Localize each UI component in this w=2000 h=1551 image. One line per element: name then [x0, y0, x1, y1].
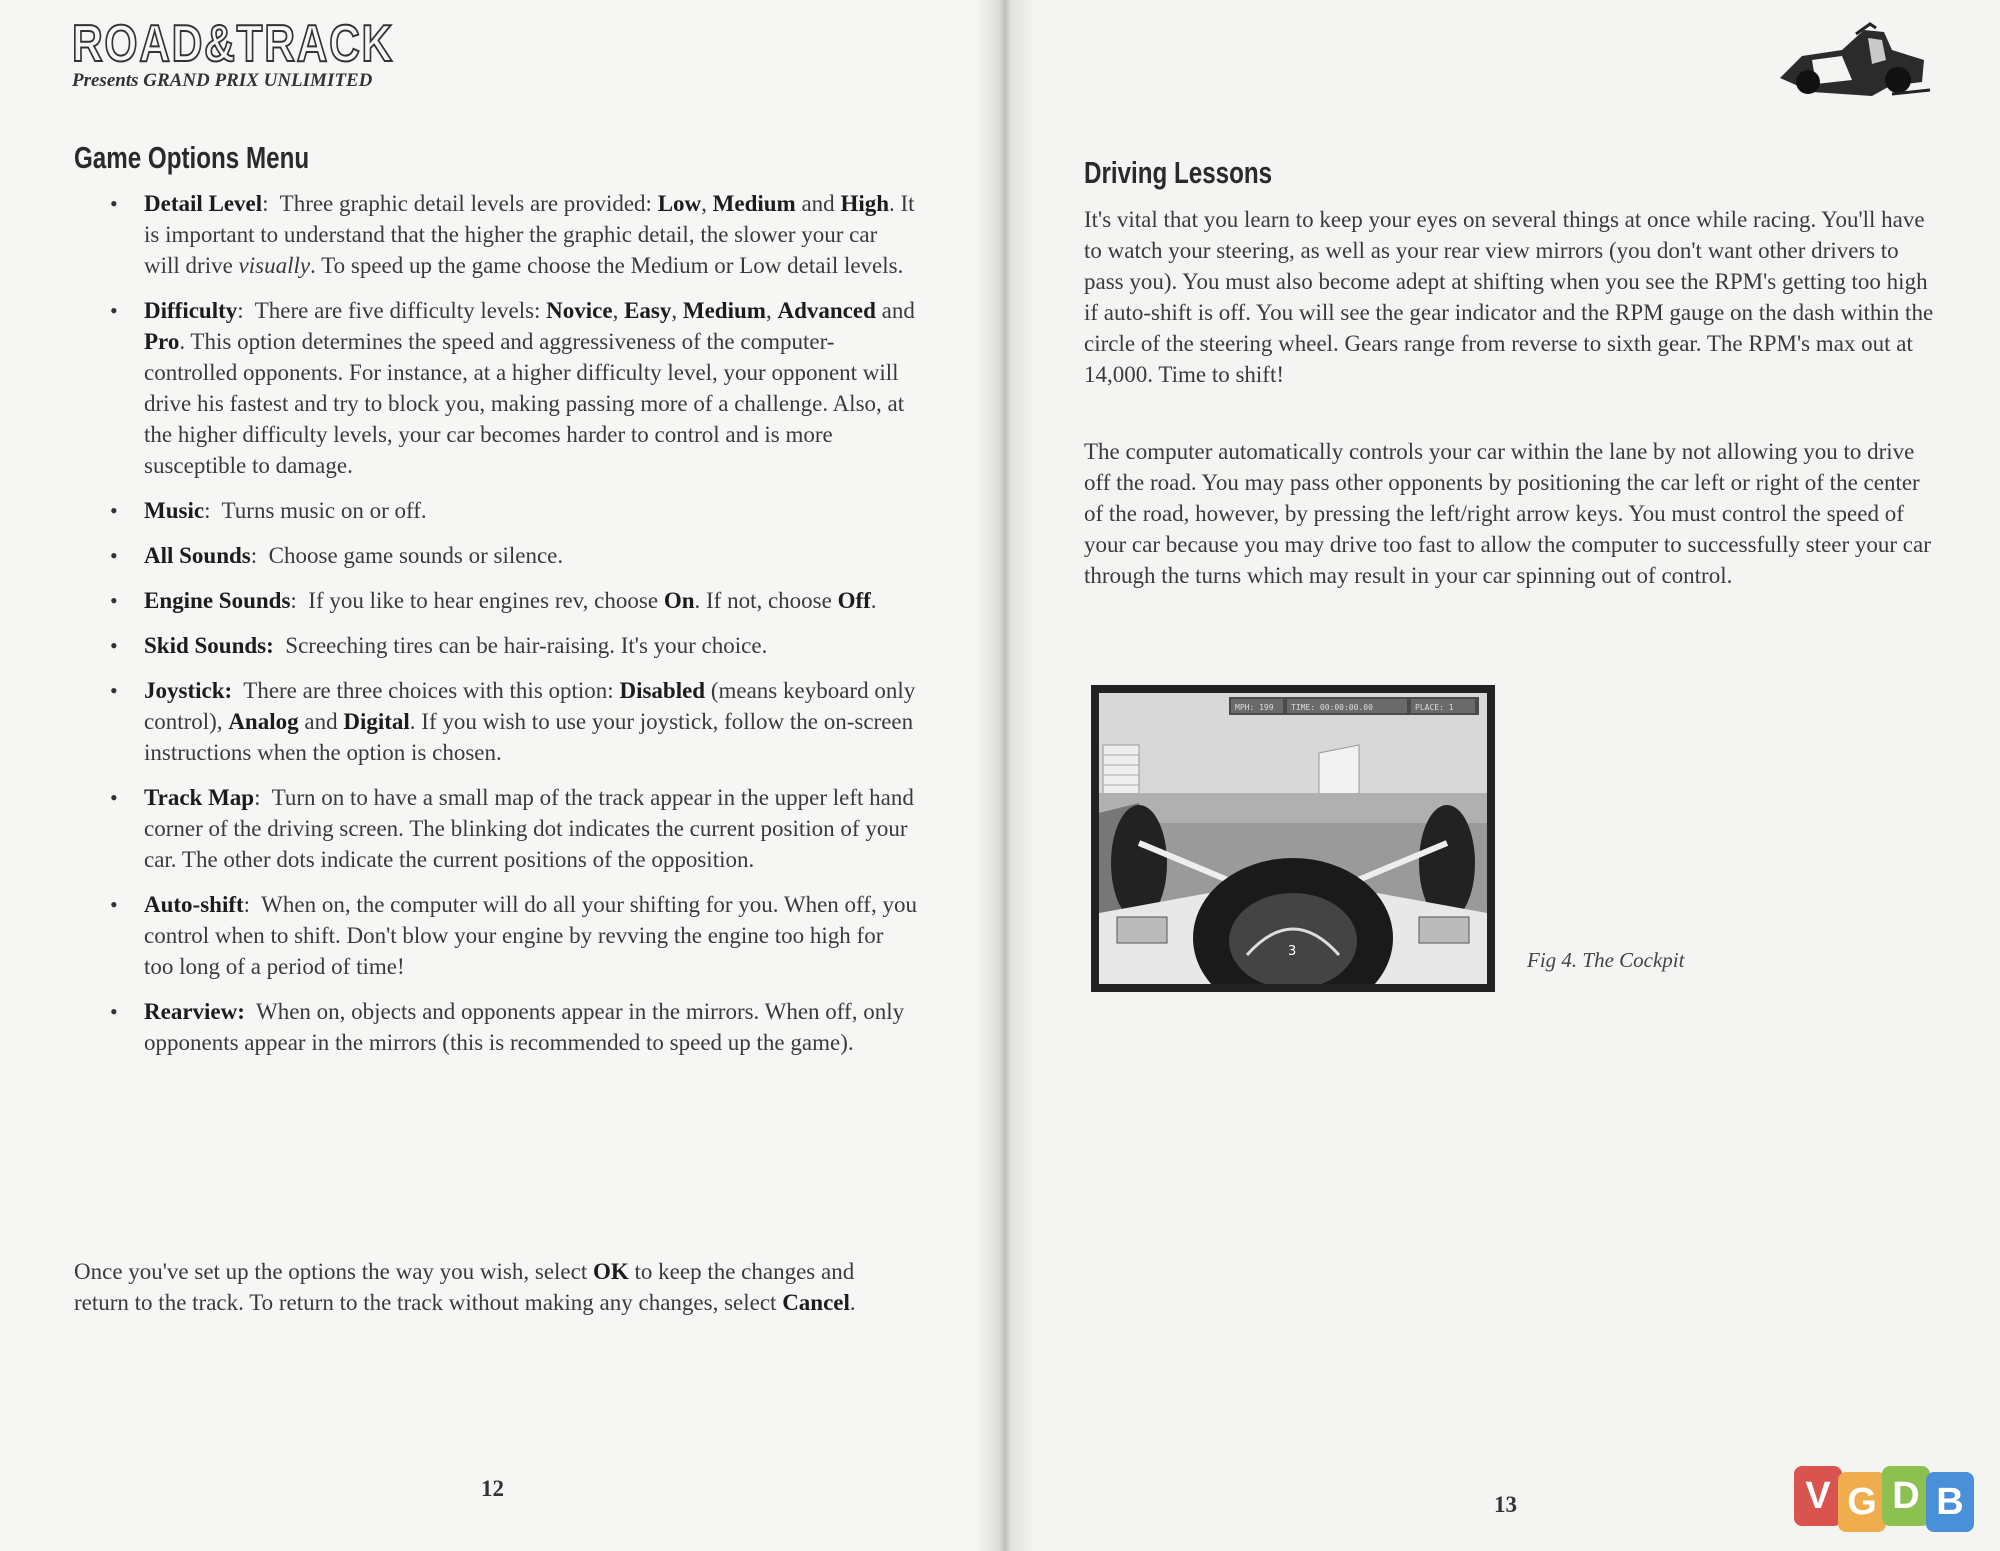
bold-term: Medium [682, 298, 766, 323]
text-run: . It is important to understand that the higher the graphic detail, the slower your car will drive [144, 191, 915, 278]
option-name: All Sounds [144, 543, 251, 568]
road-and-track-logo [72, 15, 394, 92]
text-run: Once you've set up the options the way you wish, select [74, 1259, 593, 1284]
option-separator: : [290, 588, 309, 613]
vgdb-letter-d: D [1882, 1466, 1930, 1526]
hud-place: PLACE: 1 [1415, 703, 1454, 712]
option-item [108, 889, 918, 982]
text-run: Turns music on or off. [221, 498, 427, 523]
option-name: Joystick: [144, 678, 233, 703]
option-separator [232, 678, 243, 703]
bold-term: Low [657, 191, 702, 216]
driving-paragraph-2: The computer automatically controls your car within the lane by not allowing you to drive off the road. You may pass other opponents by positioning the car left or right of the center of the road, however, by pressing the left/right arrow keys. You must control the speed of your car because you may drive too fast to allow the computer to successfully steer your car through the turns which may result in your car spinning out of control. [1084, 439, 1931, 588]
option-name: Auto-shift [144, 892, 244, 917]
text-run: Turn on to have a small map of the track appear in the upper left hand corner of the driving screen. The blinking dot indicates the current position of your car. The other dots indicate the current positions of the opposition. [144, 785, 914, 872]
figure-caption: Fig 4. The Cockpit [1527, 948, 1685, 972]
bullet-icon: • [110, 298, 118, 323]
right-mirror [1419, 917, 1469, 943]
option-item [108, 295, 918, 481]
option-separator: : [204, 498, 222, 523]
text-run: . This option determines the speed and aggressiveness of the computer-controlled opponents. For instance, at a higher difficulty level, your opponent will drive his fastest and try to block you, making passing more of a challenge. Also, at the higher difficulty levels, your car becomes harder to control and is more susceptible to damage. [144, 329, 905, 478]
option-separator: : [254, 785, 272, 810]
option-item [108, 782, 918, 875]
text-run: and [298, 709, 344, 734]
option-item [108, 996, 918, 1058]
cockpit-illustration [1099, 693, 1487, 984]
text-run: to keep the changes and return to the track. To return to the track without making any changes, select [74, 1259, 855, 1315]
gear-indicator: 3 [1288, 944, 1297, 959]
text-run: and [795, 191, 841, 216]
text-run: If you like to hear engines rev, choose [308, 588, 664, 613]
text-run: , [612, 298, 625, 323]
option-item [108, 495, 918, 526]
text-run: There are three choices with this option: [243, 678, 620, 703]
option-name: Music [144, 498, 205, 523]
option-separator: : [243, 892, 262, 917]
bold-term: OK [592, 1259, 629, 1284]
option-name: Skid Sounds: [144, 633, 274, 658]
bold-term: Easy [624, 298, 672, 323]
driving-paragraph-1: It's vital that you learn to keep your eyes on several things at once while racing. You'll have to watch your steering, as well as your rear view mirrors (you don't want other drivers to pass you). You must also become adept at shifting when you see the RPM's getting too high if auto-shift is off. You will see the gear indicator and the RPM gauge on the dash within the circle of the steering wheel. Gears range from reverse to sixth gear. The RPM's max out at 14,000. Time to shift! [1084, 207, 1934, 387]
text-run: and [875, 298, 915, 323]
option-separator [274, 633, 286, 658]
text-run: . [849, 1290, 856, 1315]
bold-term: Advanced [777, 298, 876, 323]
option-name: Engine Sounds [144, 588, 291, 613]
text-run: , [701, 191, 713, 216]
building-right [1319, 745, 1359, 795]
option-separator [245, 999, 256, 1024]
option-separator: : [250, 543, 269, 568]
text-run: When on, the computer will do all your shifting for you. When off, you control when to shift. Don't blow your engine by revving the engine too high for too long of a period of time! [144, 892, 917, 979]
hud-time: TIME: 00:00:00.00 [1291, 703, 1373, 712]
option-name: Difficulty [144, 298, 238, 323]
vgdb-letter-b: B [1926, 1472, 1974, 1532]
closing-paragraph [74, 1256, 914, 1318]
option-item [108, 188, 918, 281]
vgdb-letter-g: G [1838, 1472, 1886, 1532]
text-run: . If not, choose [694, 588, 838, 613]
option-name: Track Map [144, 785, 255, 810]
game-options-title: Game Options Menu [74, 140, 310, 175]
option-name: Rearview: [144, 999, 245, 1024]
text-run: . If you wish to use your joystick, follow the on-screen instructions when the option is chosen. [144, 709, 914, 765]
option-separator: : [237, 298, 255, 323]
logo-wordmark: ROAD&TRACK [72, 15, 394, 73]
bold-term: High [840, 191, 890, 216]
option-item [108, 630, 918, 661]
bold-term: Medium [712, 191, 796, 216]
option-name: Detail Level [144, 191, 263, 216]
logo-subtitle: Presents GRAND PRIX UNLIMITED [72, 70, 373, 91]
bold-term: On [663, 588, 695, 613]
race-car-emblem-icon [1772, 20, 1932, 102]
bullet-icon: • [110, 191, 118, 216]
bold-term: Analog [228, 709, 299, 734]
hud-mph: MPH: 199 [1235, 703, 1274, 712]
option-item [108, 585, 918, 616]
bullet-icon: • [110, 633, 118, 658]
bullet-icon: • [110, 588, 118, 613]
bullet-icon: • [110, 498, 118, 523]
bold-term: Digital [343, 709, 410, 734]
vgdb-letter-v: V [1794, 1466, 1842, 1526]
building-left [1103, 745, 1139, 795]
left-mirror [1117, 917, 1167, 943]
text-run: , [765, 298, 778, 323]
game-options-list [108, 188, 918, 1072]
text-run: . [870, 588, 877, 613]
bullet-icon: • [110, 678, 118, 703]
bold-term: Disabled [619, 678, 706, 703]
text-run: Three graphic detail levels are provided: [279, 191, 658, 216]
option-item [108, 540, 918, 571]
text-run: Choose game sounds or silence. [268, 543, 564, 568]
bold-term: Off [837, 588, 871, 613]
text-run: (means keyboard only control), [144, 678, 916, 734]
right-page [1000, 0, 2000, 1551]
text-run: Screeching tires can be hair-raising. It's your choice. [285, 633, 768, 658]
text-run: , [671, 298, 683, 323]
bullet-icon: • [110, 785, 118, 810]
bold-term: Cancel [782, 1290, 850, 1315]
text-run: When on, objects and opponents appear in the mirrors. When off, only opponents appear in the mirrors (this is recommended to speed up the game). [144, 999, 905, 1055]
page-number-right: 13 [1494, 1492, 1517, 1517]
bullet-icon: • [110, 543, 118, 568]
text-run: . To speed up the game choose the Medium or Low detail levels. [310, 253, 904, 278]
cockpit-screenshot [1091, 685, 1495, 992]
bold-term: Pro [144, 329, 180, 354]
bullet-icon: • [110, 892, 118, 917]
vgdb-watermark [1794, 1466, 1984, 1532]
bullet-icon: • [110, 999, 118, 1024]
italic-term: visually [238, 253, 311, 278]
option-separator: : [262, 191, 280, 216]
page-number-left: 12 [481, 1476, 504, 1501]
driving-lessons-title: Driving Lessons [1084, 155, 1273, 190]
text-run: There are five difficulty levels: [254, 298, 547, 323]
bold-term: Novice [546, 298, 613, 323]
option-item [108, 675, 918, 768]
